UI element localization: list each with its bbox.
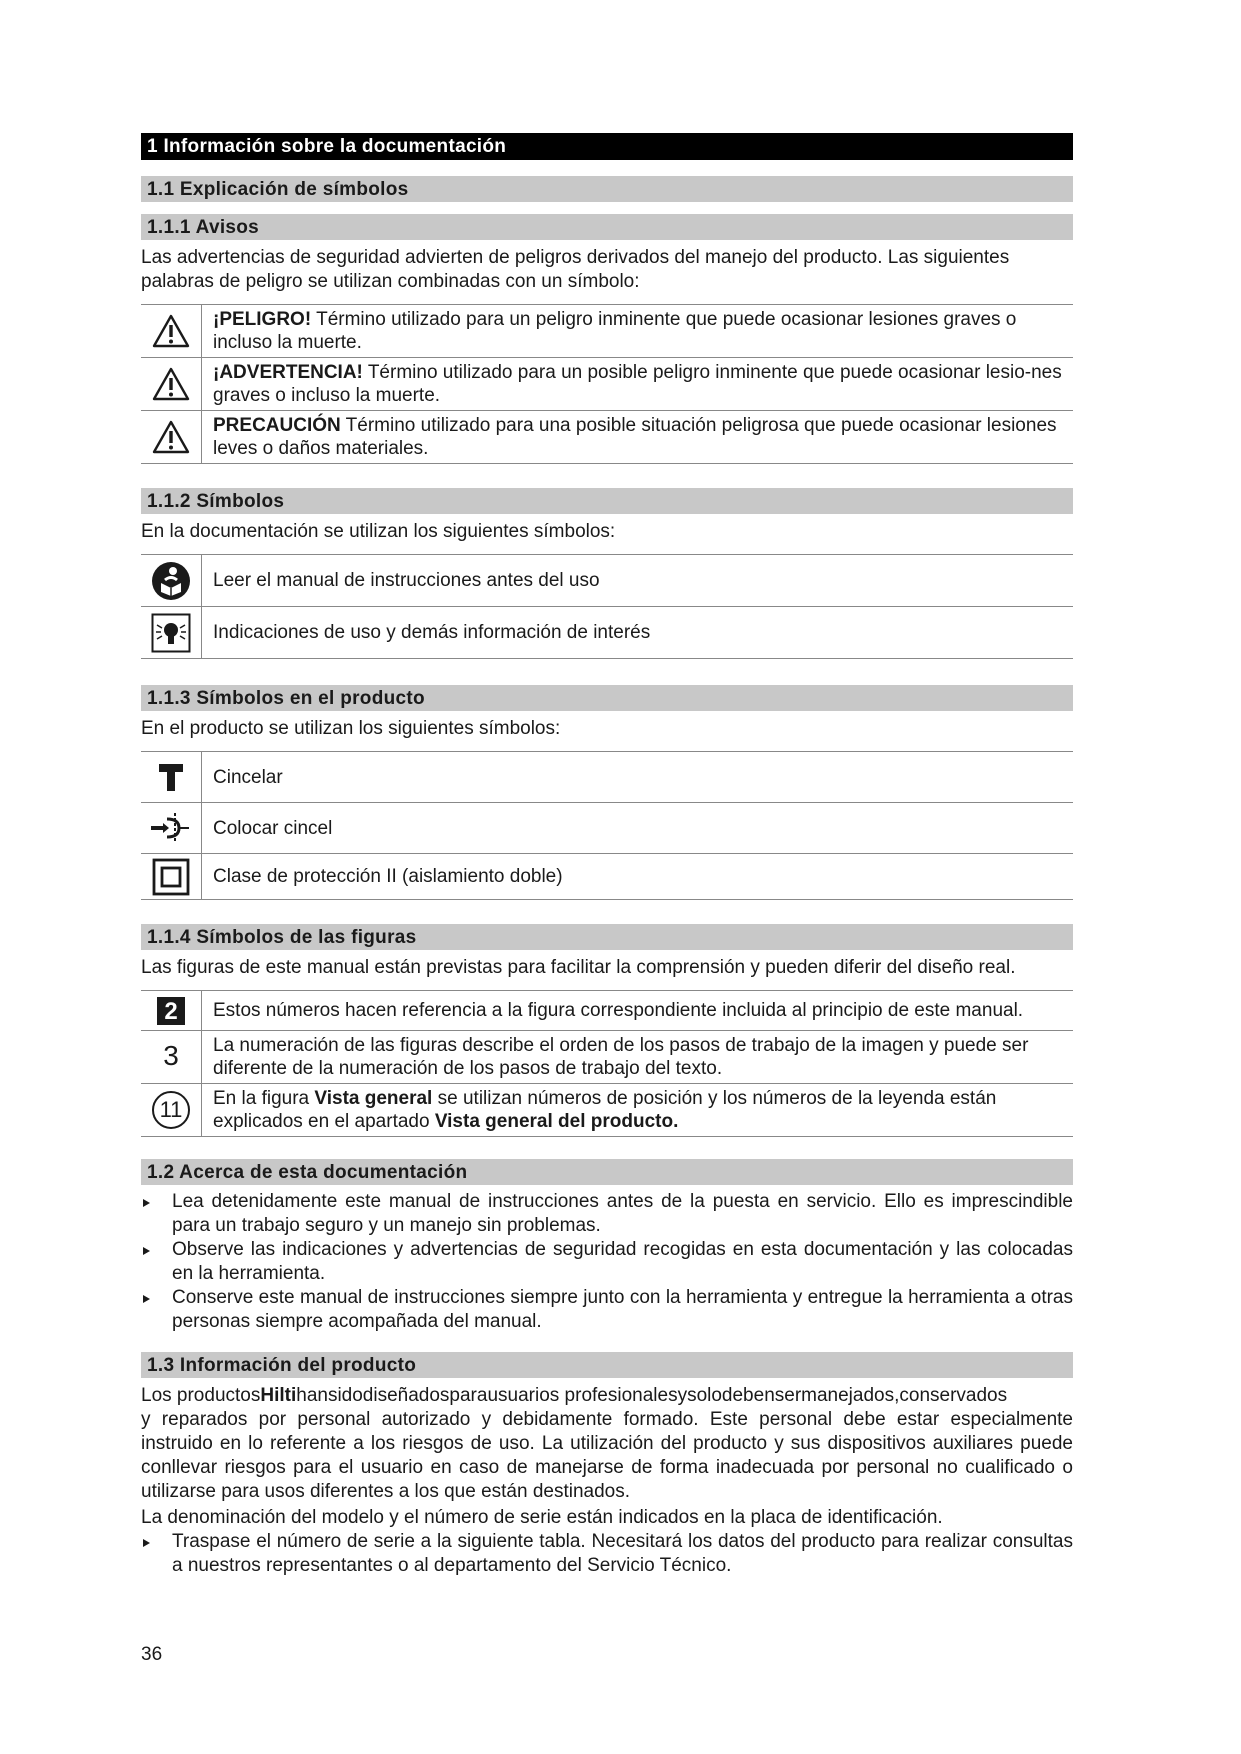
figure-number-badge: 2 xyxy=(157,997,185,1025)
table-row xyxy=(141,803,1073,854)
subsubsection-heading: 1.1.2 Símbolos xyxy=(141,488,1073,514)
intro-paragraph: En la documentación se utilizan los siguientes símbolos: xyxy=(141,521,616,542)
model-paragraph: La denominación del modelo y el número de serie están indicados en la placa de identificación. xyxy=(141,1507,943,1528)
row-text: se utilizan números de posición y los números de la leyenda están explicados en el apartado xyxy=(213,1088,997,1132)
row-text: Término utilizado para un peligro inminente que puede ocasionar lesiones graves o incluso la muerte. xyxy=(213,309,1017,353)
bold-term: Vista general del producto. xyxy=(434,1111,679,1132)
warning-triangle-icon xyxy=(141,411,202,464)
signal-word: ¡ADVERTENCIA! xyxy=(213,362,363,383)
subsubsection-heading: 1.1.3 Símbolos en el producto xyxy=(141,685,1073,711)
warning-table xyxy=(141,304,1073,464)
table-row xyxy=(141,991,1073,1031)
paragraph-text: Los productos xyxy=(141,1385,261,1406)
table-row xyxy=(141,411,1073,464)
warning-triangle-icon xyxy=(141,305,202,358)
step-number-icon xyxy=(141,1031,202,1084)
product-symbols-table xyxy=(141,751,1073,900)
table-row xyxy=(141,854,1073,900)
table-cell-text: Colocar cincel xyxy=(202,803,1074,854)
position-number-badge: 11 xyxy=(152,1091,190,1129)
list-item: Observe las indicaciones y advertencias de seguridad recogidas en esta documentación y las colocadas en la herramienta. xyxy=(141,1238,1073,1286)
table-cell-text xyxy=(202,1084,1074,1137)
document-page xyxy=(141,133,1073,1578)
step-number-label: 3 xyxy=(163,1039,179,1071)
table-cell-text: Cincelar xyxy=(202,752,1074,803)
table-cell-text: Indicaciones de uso y demás información de interés xyxy=(202,607,1074,659)
row-text: Término utilizado para una posible situación peligrosa que puede ocasionar lesiones leves o daños materiales. xyxy=(213,415,1057,459)
table-row xyxy=(141,358,1073,411)
table-cell-text: Leer el manual de instrucciones antes del uso xyxy=(202,555,1074,607)
subsubsection-heading: 1.1.4 Símbolos de las figuras xyxy=(141,924,1073,950)
protection-class-ii-icon xyxy=(141,854,202,900)
table-cell-text xyxy=(202,305,1074,358)
table-cell-text xyxy=(202,411,1074,464)
table-row xyxy=(141,607,1073,659)
list-item: Conserve este manual de instrucciones siempre junto con la herramienta y entregue la herramienta a otras personas siempre acompañada del manual. xyxy=(141,1286,1073,1334)
subsection-heading: 1.3 Información del producto xyxy=(141,1352,1073,1378)
position-number-icon xyxy=(141,1084,202,1137)
table-row xyxy=(141,752,1073,803)
table-row xyxy=(141,1031,1073,1084)
row-text: Término utilizado para un posible peligro inminente que puede ocasionar lesio-nes graves o incluso la muerte. xyxy=(213,362,1062,406)
table-cell-text: Estos números hacen referencia a la figura correspondiente incluida al principio de este manual. xyxy=(202,991,1074,1031)
table-row xyxy=(141,1084,1073,1137)
figure-symbols-table xyxy=(141,990,1073,1137)
intro-paragraph: Las figuras de este manual están previstas para facilitar la comprensión y pueden diferir del diseño real. xyxy=(141,957,1016,978)
figure-number-icon xyxy=(141,991,202,1031)
signal-word: PRECAUCIÓN xyxy=(213,415,341,436)
table-cell-text: La numeración de las figuras describe el orden de los pasos de trabajo de la imagen y puede ser diferente de la numeración de los pasos de trabajo del texto. xyxy=(202,1031,1074,1084)
read-manual-icon xyxy=(141,555,202,607)
page-number: 36 xyxy=(141,1644,163,1665)
list-item: Lea detenidamente este manual de instrucciones antes de la puesta en servicio. Ello es imprescindible para un trabajo seguro y un manejo sin problemas. xyxy=(141,1190,1073,1238)
subsection-heading: 1.1 Explicación de símbolos xyxy=(141,176,1073,202)
symbols-table xyxy=(141,554,1073,659)
intro-paragraph: Las advertencias de seguridad advierten de peligros derivados del manejo del producto. Las siguientes palabras de peligro se utilizan combinadas con un símbolo: xyxy=(141,247,1010,292)
chisel-icon xyxy=(141,752,202,803)
table-row xyxy=(141,555,1073,607)
insert-chisel-icon xyxy=(141,803,202,854)
subsubsection-heading: 1.1.1 Avisos xyxy=(141,214,1073,240)
subsection-heading: 1.2 Acerca de esta documentación xyxy=(141,1159,1073,1185)
section-heading: 1 Información sobre la documentación xyxy=(141,133,1073,160)
brand-name: Hilti xyxy=(260,1385,297,1406)
row-text: En la figura xyxy=(213,1088,315,1109)
signal-word: ¡PELIGRO! xyxy=(213,309,312,330)
warning-triangle-icon xyxy=(141,358,202,411)
info-bulb-icon xyxy=(141,607,202,659)
bullet-list xyxy=(141,1190,1073,1334)
table-cell-text xyxy=(202,358,1074,411)
intro-paragraph: En el producto se utilizan los siguientes símbolos: xyxy=(141,718,561,739)
product-paragraph-cont: y reparados por personal autorizado y debidamente formado. Este personal debe estar especialmente instruido en lo referente a los riesgos de uso. La utilización del producto y sus dispositivos auxiliares puede conllevar riesgos para el usuario en caso de manejarse de forma inadecuada por personal no cualificado o utilizarse para usos diferentes a los que están destinados. xyxy=(141,1409,1073,1502)
bullet-list xyxy=(141,1530,1073,1578)
table-row xyxy=(141,305,1073,358)
list-item: Traspase el número de serie a la siguiente tabla. Necesitará los datos del producto para realizar consultas a nuestros representantes o al departamento del Servicio Técnico. xyxy=(141,1530,1073,1578)
product-paragraph xyxy=(141,1384,1073,1408)
bold-term: Vista general xyxy=(314,1088,433,1109)
paragraph-text: hansidodiseñadosparausuarios profesionalesysolodebensermanejados,conservados xyxy=(296,1385,1008,1406)
table-cell-text: Clase de protección II (aislamiento doble) xyxy=(202,854,1074,900)
